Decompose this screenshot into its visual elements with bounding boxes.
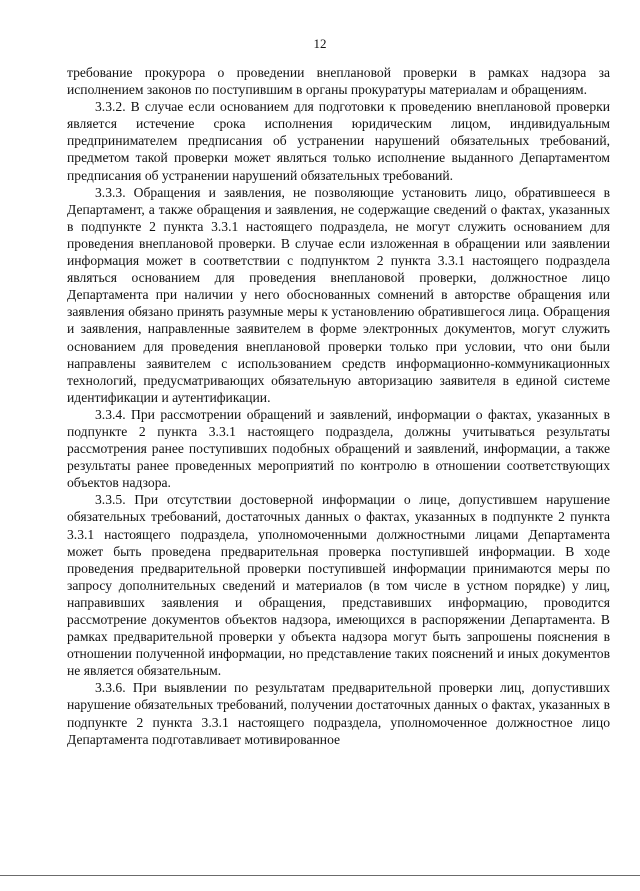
paragraph-3-3-4: 3.3.4. При рассмотрении обращений и заявлений, информации о фактах, указанных в подпункте 2 пункта 3.3.1 настоящего подраздела, должны учитываться результаты рассмотрения ранее поступивших подобных обращений и заявлений, информации, а также результаты ранее проведенных мероприятий по контролю в отношении соответствующих объектов надзора.: [67, 406, 610, 491]
paragraph-3-3-2: 3.3.2. В случае если основанием для подготовки к проведению внеплановой проверки является истечение срока исполнения юридическим лицом, индивидуальным предпринимателем предписания об устранении нарушений обязательных требований, предметом такой проверки может являться только исполнение выданного Департаментом предписания об устранении нарушений обязательных требований.: [67, 99, 610, 183]
paragraph-3-3-3: 3.3.3. Обращения и заявления, не позволяющие установить лицо, обратившееся в Департамент, а также обращения и заявления, не содержащие сведений о фактах, указанных в подпункте 2 пункта 3.3.1 настоящего подраздела, не могут служить основанием для проведения внеплановой проверки. В случае если изложенная в обращении или заявлении информация может в соответствии с подпунктом 2 пункта 3.3.1 настоящего подраздела являться основанием для проведения внеплановой проверки, должностное лицо Департамента при наличии у него обоснованных сомнений в авторстве обращения или заявления обязано принять разумные меры к установлению обратившегося лица. Обращения и заявления, направленные заявителем в форме электронных документов, могут служить основанием для проведения внеплановой проверки только при условии, что они были направлены заявителем с использованием средств информационно-коммуникационных технологий, предусматривающих обязательную авторизацию заявителя в единой системе идентификации и аутентификации.: [67, 184, 610, 405]
document-body: [67, 64, 610, 748]
paragraph-continuation: требование прокурора о проведении внеплановой проверки в рамках надзора за исполнением законов по поступившим в органы прокуратуры материалам и обращениям.: [67, 65, 610, 98]
page-bottom-edge: [0, 875, 640, 876]
paragraph-3-3-6: 3.3.6. При выявлении по результатам предварительной проверки лиц, допустивших нарушение обязательных требований, получении достаточных данных о фактах, указанных в подпункте 2 пункта 3.3.1 настоящего подраздела, уполномоченное должностное лицо Департамента подготавливает мотивированное: [67, 680, 610, 747]
paragraph-3-3-5: 3.3.5. При отсутствии достоверной информации о лице, допустившем нарушение обязательных требований, достаточных данных о фактах, указанных в подпункте 2 пункта 3.3.1 настоящего подраздела, уполномоченными должностными лицами Департамента может быть проведена предварительная проверка поступившей информации. В ходе проведения предварительной проверки поступившей информации принимаются меры по запросу дополнительных сведений и материалов (в том числе в устном порядке) у лиц, направивших заявления и обращения, представивших информацию, проводится рассмотрение документов объектов надзора, имеющихся в распоряжении Департамента. В рамках предварительной проверки у объекта надзора могут быть запрошены пояснения в отношении полученной информации, но представление таких пояснений и иных документов не является обязательным.: [67, 492, 610, 679]
page-number: 12: [313, 36, 327, 51]
